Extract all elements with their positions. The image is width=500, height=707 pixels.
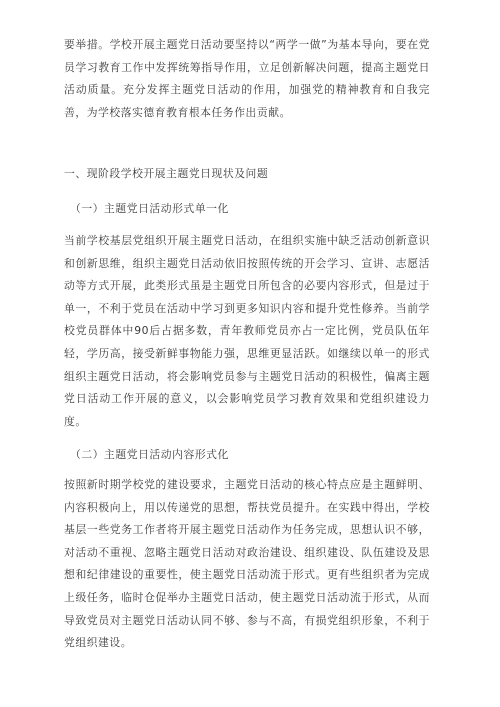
subsection-heading-2: （二）主题党日活动内容形式化 [70, 448, 229, 461]
paragraph-intro-continuation: 要举措。学校开展主题党日活动要坚持以“两学一做”为基本导向，要在党员学习教育工作中发挥统筹指导作用，立足创新解决问题，提高主题党日活动质量。充分发挥主题党日活动的作用，加强党的精神教育和自我完善，为学校落实德育教育根本任务作出贡献。 [64, 38, 430, 119]
paragraph-subsection-1: 当前学校基层党组织开展主题党日活动，在组织实施中缺乏活动创新意识和创新思维，组织主题党日活动依旧按照传统的开会学习、宣讲、志愿活动等方式开展，此类形式虽是主题党日所包含的必要内容形式，但是过于单一，不利于党员在活动中学习到更多知识内容和提升党性修养。当前学校党员群体中90后占据多数，青年教师党员亦占一定比例，党员队伍年轻，学历高，接受新鲜事物能力强，思维更显活跃。如继续以单一的形式组织主题党日活动，将会影响党员参与主题党日活动的积极性，偏离主题党日活动工作开展的意义，以会影响党员学习教育效果和党组织建设力度。 [64, 234, 430, 428]
section-heading: 一、现阶段学校开展主题党日现状及问题 [64, 167, 269, 180]
subsection-heading-1: （一）主题党日活动形式单一化 [70, 202, 229, 215]
paragraph-subsection-2: 按照新时期学校党的建设要求，主题党日活动的核心特点应是主题鲜明、内容积极向上，用以传递党的思想，帮扶党员提升。在实践中得出，学校基层一些党务工作者将开展主题党日活动作为任务完成，思想认识不够，对活动不重视、忽略主题党日活动对政治建设、组织建设、队伍建设及思想和纪律建设的重要性，使主题党日活动流于形式。更有些组织者为完成上级任务，临时仓促举办主题党日活动，使主题党日活动流于形式，从而导致党员对主题党日活动认同不够、参与不高，有损党组织形象，不利于党组织建设。 [64, 478, 430, 650]
